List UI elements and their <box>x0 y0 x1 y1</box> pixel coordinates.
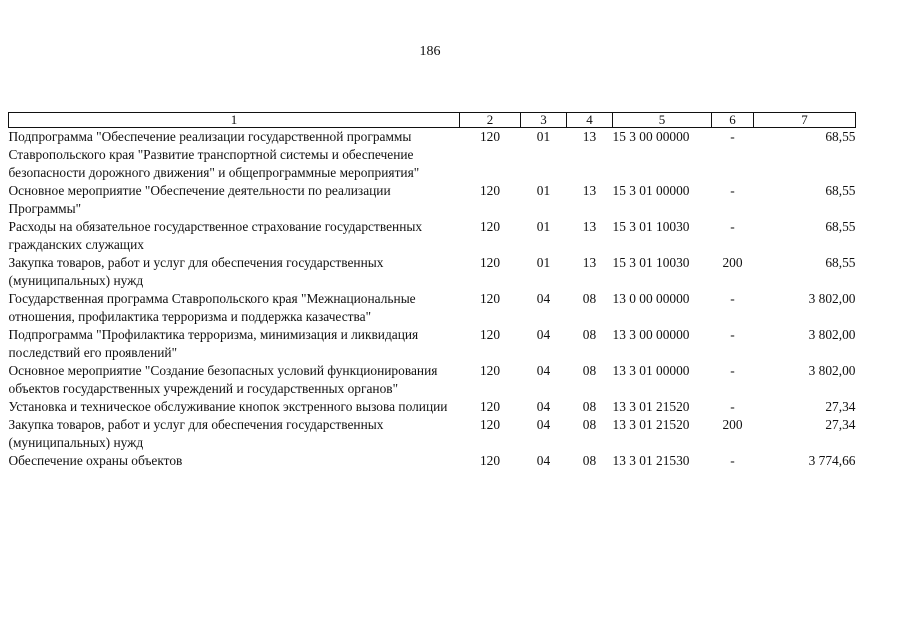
cell-section: 04 <box>536 363 551 378</box>
col-header-6: 6 <box>712 113 754 128</box>
cell-name: Подпрограмма "Обеспечение реализации государственной программы Ставропольского края "Развитие транспортной системы и обеспечение безопасности дорожного движения" и общепрограммные мероприятия" <box>8 129 420 180</box>
cell-subsection: 08 <box>582 363 597 378</box>
col-header-4: 4 <box>567 113 613 128</box>
cell-section: 01 <box>536 129 551 144</box>
table-body <box>9 128 856 471</box>
cell-amount: 3 802,00 <box>808 291 856 306</box>
cell-amount: 27,34 <box>825 399 856 414</box>
table-row <box>9 290 856 326</box>
cell-expense-type: - <box>730 453 735 468</box>
cell-name: Закупка товаров, работ и услуг для обеспечения государственных (муниципальных) нужд <box>8 255 384 288</box>
cell-ministry: 120 <box>479 129 501 144</box>
col-header-2: 2 <box>460 113 521 128</box>
budget-table <box>8 112 856 470</box>
cell-expense-type: 200 <box>722 417 743 432</box>
cell-expense-type: - <box>730 129 735 144</box>
cell-ministry: 120 <box>479 291 501 306</box>
cell-amount: 3 774,66 <box>808 453 856 468</box>
cell-subsection: 08 <box>582 417 597 432</box>
cell-section: 04 <box>536 327 551 342</box>
cell-subsection: 08 <box>582 399 597 414</box>
cell-expense-type: - <box>730 183 735 198</box>
cell-amount: 3 802,00 <box>808 363 856 378</box>
cell-amount: 68,55 <box>825 255 856 270</box>
cell-section: 01 <box>536 183 551 198</box>
table-row <box>9 326 856 362</box>
table-row <box>9 218 856 254</box>
col-header-7: 7 <box>754 113 856 128</box>
col-header-1: 1 <box>9 113 460 128</box>
cell-subsection: 13 <box>582 219 597 234</box>
cell-target-article: 13 3 01 21530 <box>612 453 690 468</box>
cell-subsection: 13 <box>582 255 597 270</box>
cell-name: Обеспечение охраны объектов <box>8 453 183 468</box>
cell-name: Установка и техническое обслуживание кнопок экстренного вызова полиции <box>8 399 448 414</box>
cell-target-article: 13 3 01 21520 <box>612 399 690 414</box>
cell-name: Закупка товаров, работ и услуг для обеспечения государственных (муниципальных) нужд <box>8 417 384 450</box>
table-row <box>9 452 856 470</box>
cell-name: Основное мероприятие "Обеспечение деятельности по реализации Программы" <box>8 183 391 216</box>
table-header-row <box>9 113 856 128</box>
col-header-3: 3 <box>521 113 567 128</box>
cell-name: Расходы на обязательное государственное страхование государственных гражданских служащих <box>8 219 423 252</box>
table-row <box>9 128 856 183</box>
cell-ministry: 120 <box>479 363 501 378</box>
cell-amount: 27,34 <box>825 417 856 432</box>
cell-target-article: 13 3 00 00000 <box>612 327 690 342</box>
cell-expense-type: - <box>730 327 735 342</box>
cell-target-article: 13 3 01 21520 <box>612 417 690 432</box>
cell-subsection: 08 <box>582 453 597 468</box>
table-row <box>9 398 856 416</box>
table-row <box>9 254 856 290</box>
cell-expense-type: - <box>730 291 735 306</box>
cell-name: Государственная программа Ставропольского края "Межнациональные отношения, профилактика терроризма и поддержка казачества" <box>8 291 416 324</box>
table-row <box>9 416 856 452</box>
cell-section: 04 <box>536 291 551 306</box>
cell-ministry: 120 <box>479 417 501 432</box>
cell-section: 04 <box>536 399 551 414</box>
cell-subsection: 08 <box>582 327 597 342</box>
cell-target-article: 15 3 01 00000 <box>612 183 690 198</box>
cell-subsection: 08 <box>582 291 597 306</box>
cell-expense-type: 200 <box>722 255 743 270</box>
cell-target-article: 15 3 01 10030 <box>612 219 690 234</box>
page-number: 186 <box>419 44 441 59</box>
cell-ministry: 120 <box>479 183 501 198</box>
cell-expense-type: - <box>730 219 735 234</box>
cell-name: Основное мероприятие "Создание безопасных условий функционирования объектов государственных учреждений и государственных органов" <box>8 363 438 396</box>
col-header-5: 5 <box>613 113 712 128</box>
cell-target-article: 13 0 00 00000 <box>612 291 690 306</box>
cell-expense-type: - <box>730 399 735 414</box>
cell-target-article: 13 3 01 00000 <box>612 363 690 378</box>
cell-ministry: 120 <box>479 219 501 234</box>
cell-amount: 3 802,00 <box>808 327 856 342</box>
cell-amount: 68,55 <box>825 219 856 234</box>
cell-target-article: 15 3 01 10030 <box>612 255 690 270</box>
cell-section: 01 <box>536 219 551 234</box>
cell-section: 04 <box>536 417 551 432</box>
cell-amount: 68,55 <box>825 129 856 144</box>
cell-section: 01 <box>536 255 551 270</box>
cell-ministry: 120 <box>479 453 501 468</box>
cell-subsection: 13 <box>582 129 597 144</box>
cell-amount: 68,55 <box>825 183 856 198</box>
cell-target-article: 15 3 00 00000 <box>612 129 690 144</box>
cell-section: 04 <box>536 453 551 468</box>
cell-name: Подпрограмма "Профилактика терроризма, минимизация и ликвидация последствий его проявлений" <box>8 327 419 360</box>
table-row <box>9 182 856 218</box>
cell-ministry: 120 <box>479 255 501 270</box>
cell-expense-type: - <box>730 363 735 378</box>
cell-ministry: 120 <box>479 327 501 342</box>
table-row <box>9 362 856 398</box>
cell-ministry: 120 <box>479 399 501 414</box>
cell-subsection: 13 <box>582 183 597 198</box>
